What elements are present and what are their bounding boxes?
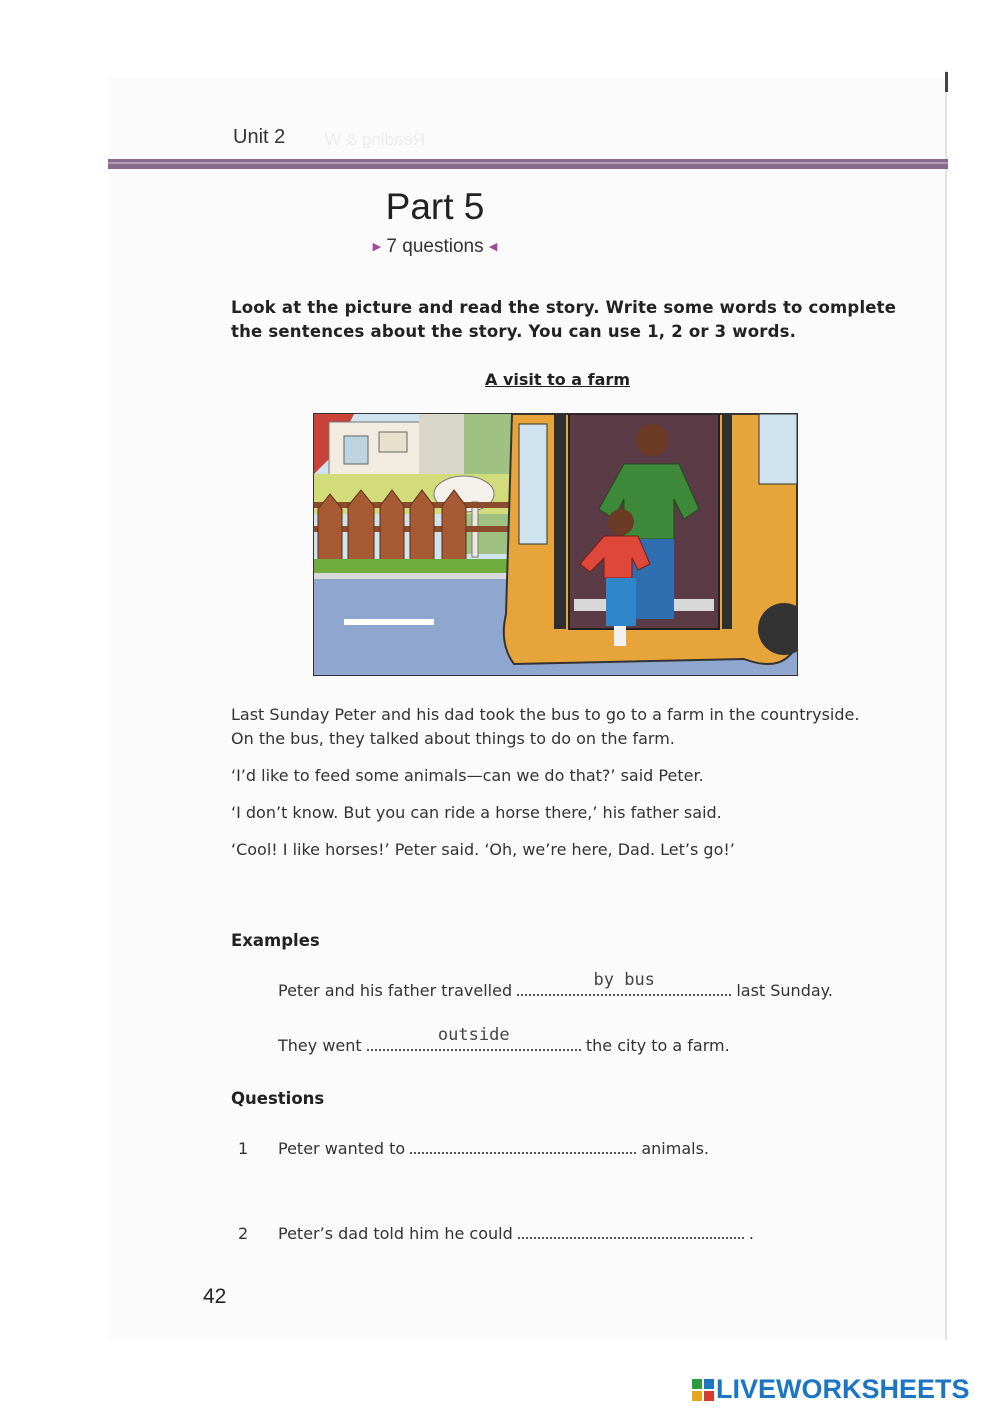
brand-grid-icon (692, 1379, 714, 1401)
sentence-before: Peter wanted to (278, 1139, 406, 1158)
answer-blank[interactable] (367, 1025, 581, 1051)
instructions: Look at the picture and read the story. Write some words to complete the sentences about the story. You can use 1, 2 or 3 words. (231, 298, 897, 341)
story-text (231, 703, 931, 862)
sentence-after: the city to a farm. (585, 1036, 730, 1055)
edge-mark (945, 72, 948, 92)
answer-blank[interactable] (518, 1225, 744, 1239)
questions-count-label: 7 questions (386, 236, 484, 257)
question-number: 2 (238, 1224, 249, 1243)
part-title: Part 5 (385, 186, 485, 227)
story-line: Last Sunday Peter and his dad took the bus to go to a farm in the countryside. (231, 705, 860, 724)
story-line: On the bus, they talked about things to do on the farm. (231, 729, 675, 748)
sentence-after: . (748, 1224, 755, 1243)
story-title: A visit to a farm (485, 370, 630, 389)
brand-name: LIVEWORKSHEETS (716, 1374, 970, 1404)
questions-heading: Questions (231, 1089, 325, 1108)
question-sentence (278, 1139, 709, 1158)
example-sentence (278, 1025, 730, 1055)
page-number: 42 (203, 1285, 227, 1308)
examples-heading: Examples (231, 931, 320, 950)
answer-text: by bus (593, 970, 655, 990)
answer-text: outside (437, 1025, 510, 1045)
bleed-through-text: Reading & W (325, 130, 426, 149)
unit-label: Unit 2 (233, 126, 286, 148)
sentence-before: Peter and his father travelled (278, 981, 513, 1000)
story-line: ‘I’d like to feed some animals—can we do that?’ said Peter. (231, 766, 704, 785)
questions-count (130, 236, 740, 258)
sentence-after: last Sunday. (736, 981, 833, 1000)
liveworksheets-logo[interactable] (692, 1374, 970, 1405)
page-edge (945, 70, 947, 1340)
example-sentence (278, 970, 833, 1000)
answer-blank[interactable] (410, 1140, 636, 1154)
story-illustration (313, 413, 798, 676)
question-number: 1 (238, 1139, 249, 1158)
sentence-before: They went (278, 1036, 362, 1055)
answer-blank[interactable] (517, 970, 731, 996)
story-line: ‘Cool! I like horses!’ Peter said. ‘Oh, we’re here, Dad. Let’s go!’ (231, 840, 735, 859)
triangle-left-icon: ◀ (488, 241, 498, 253)
question-sentence (278, 1224, 754, 1243)
header-rule (108, 159, 948, 169)
sentence-after: animals. (641, 1139, 709, 1158)
story-line: ‘I don’t know. But you can ride a horse there,’ his father said. (231, 803, 722, 822)
sentence-before: Peter’s dad told him he could (278, 1224, 513, 1243)
triangle-right-icon: ▶ (372, 241, 382, 253)
